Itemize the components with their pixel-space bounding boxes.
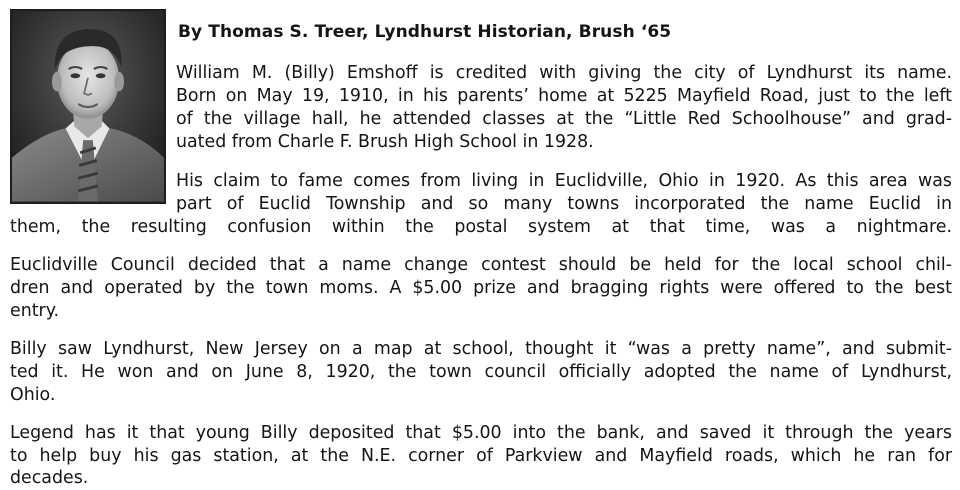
paragraph-line: Billy saw Lyndhurst, New Jersey on a map at school, thought it “was a pretty name”, and submit- (10, 339, 952, 359)
paragraph-line: to help buy his gas station, at the N.E. corner of Parkview and Mayfield roads, which he ran for (10, 446, 952, 466)
paragraph-line: decades. (10, 468, 89, 488)
paragraph-line: Legend has it that young Billy deposited that $5.00 into the bank, and saved it through the years (10, 423, 952, 443)
paragraph-line: dren and operated by the town moms. A $5.00 prize and bragging rights were offered to the best (10, 278, 952, 298)
paragraph-line: uated from Charle F. Brush High School in 1928. (176, 132, 594, 152)
paragraph-line: William M. (Billy) Emshoff is credited with giving the city of Lyndhurst its name. (176, 63, 952, 83)
paragraph-line: of the village hall, he attended classes at the “Little Red Schoolhouse” and grad- (176, 109, 952, 129)
paragraph-line: ted it. He won and on June 8, 1920, the town council officially adopted the name of Lyndhurst, (10, 362, 952, 382)
paragraph-line: entry. (10, 301, 60, 321)
paragraph-line: part of Euclid Township and so many towns incorporated the name Euclid in (176, 194, 952, 214)
portrait-image (12, 11, 164, 202)
paragraph-line: Euclidville Council decided that a name change contest should be held for the local school chil- (10, 255, 952, 275)
paragraph-line: them, the resulting confusion within the postal system at that time, was a nightmare. (10, 217, 952, 237)
article-byline: By Thomas S. Treer, Lyndhurst Historian, Brush ‘65 (178, 22, 672, 42)
paragraph-line: His claim to fame comes from living in Euclidville, Ohio in 1920. As this area was (176, 171, 952, 191)
paragraph-line: Born on May 19, 1910, in his parents’ home at 5225 Mayfield Road, just to the left (176, 86, 952, 106)
portrait-photo (10, 9, 166, 204)
paragraph-line: Ohio. (10, 385, 56, 405)
